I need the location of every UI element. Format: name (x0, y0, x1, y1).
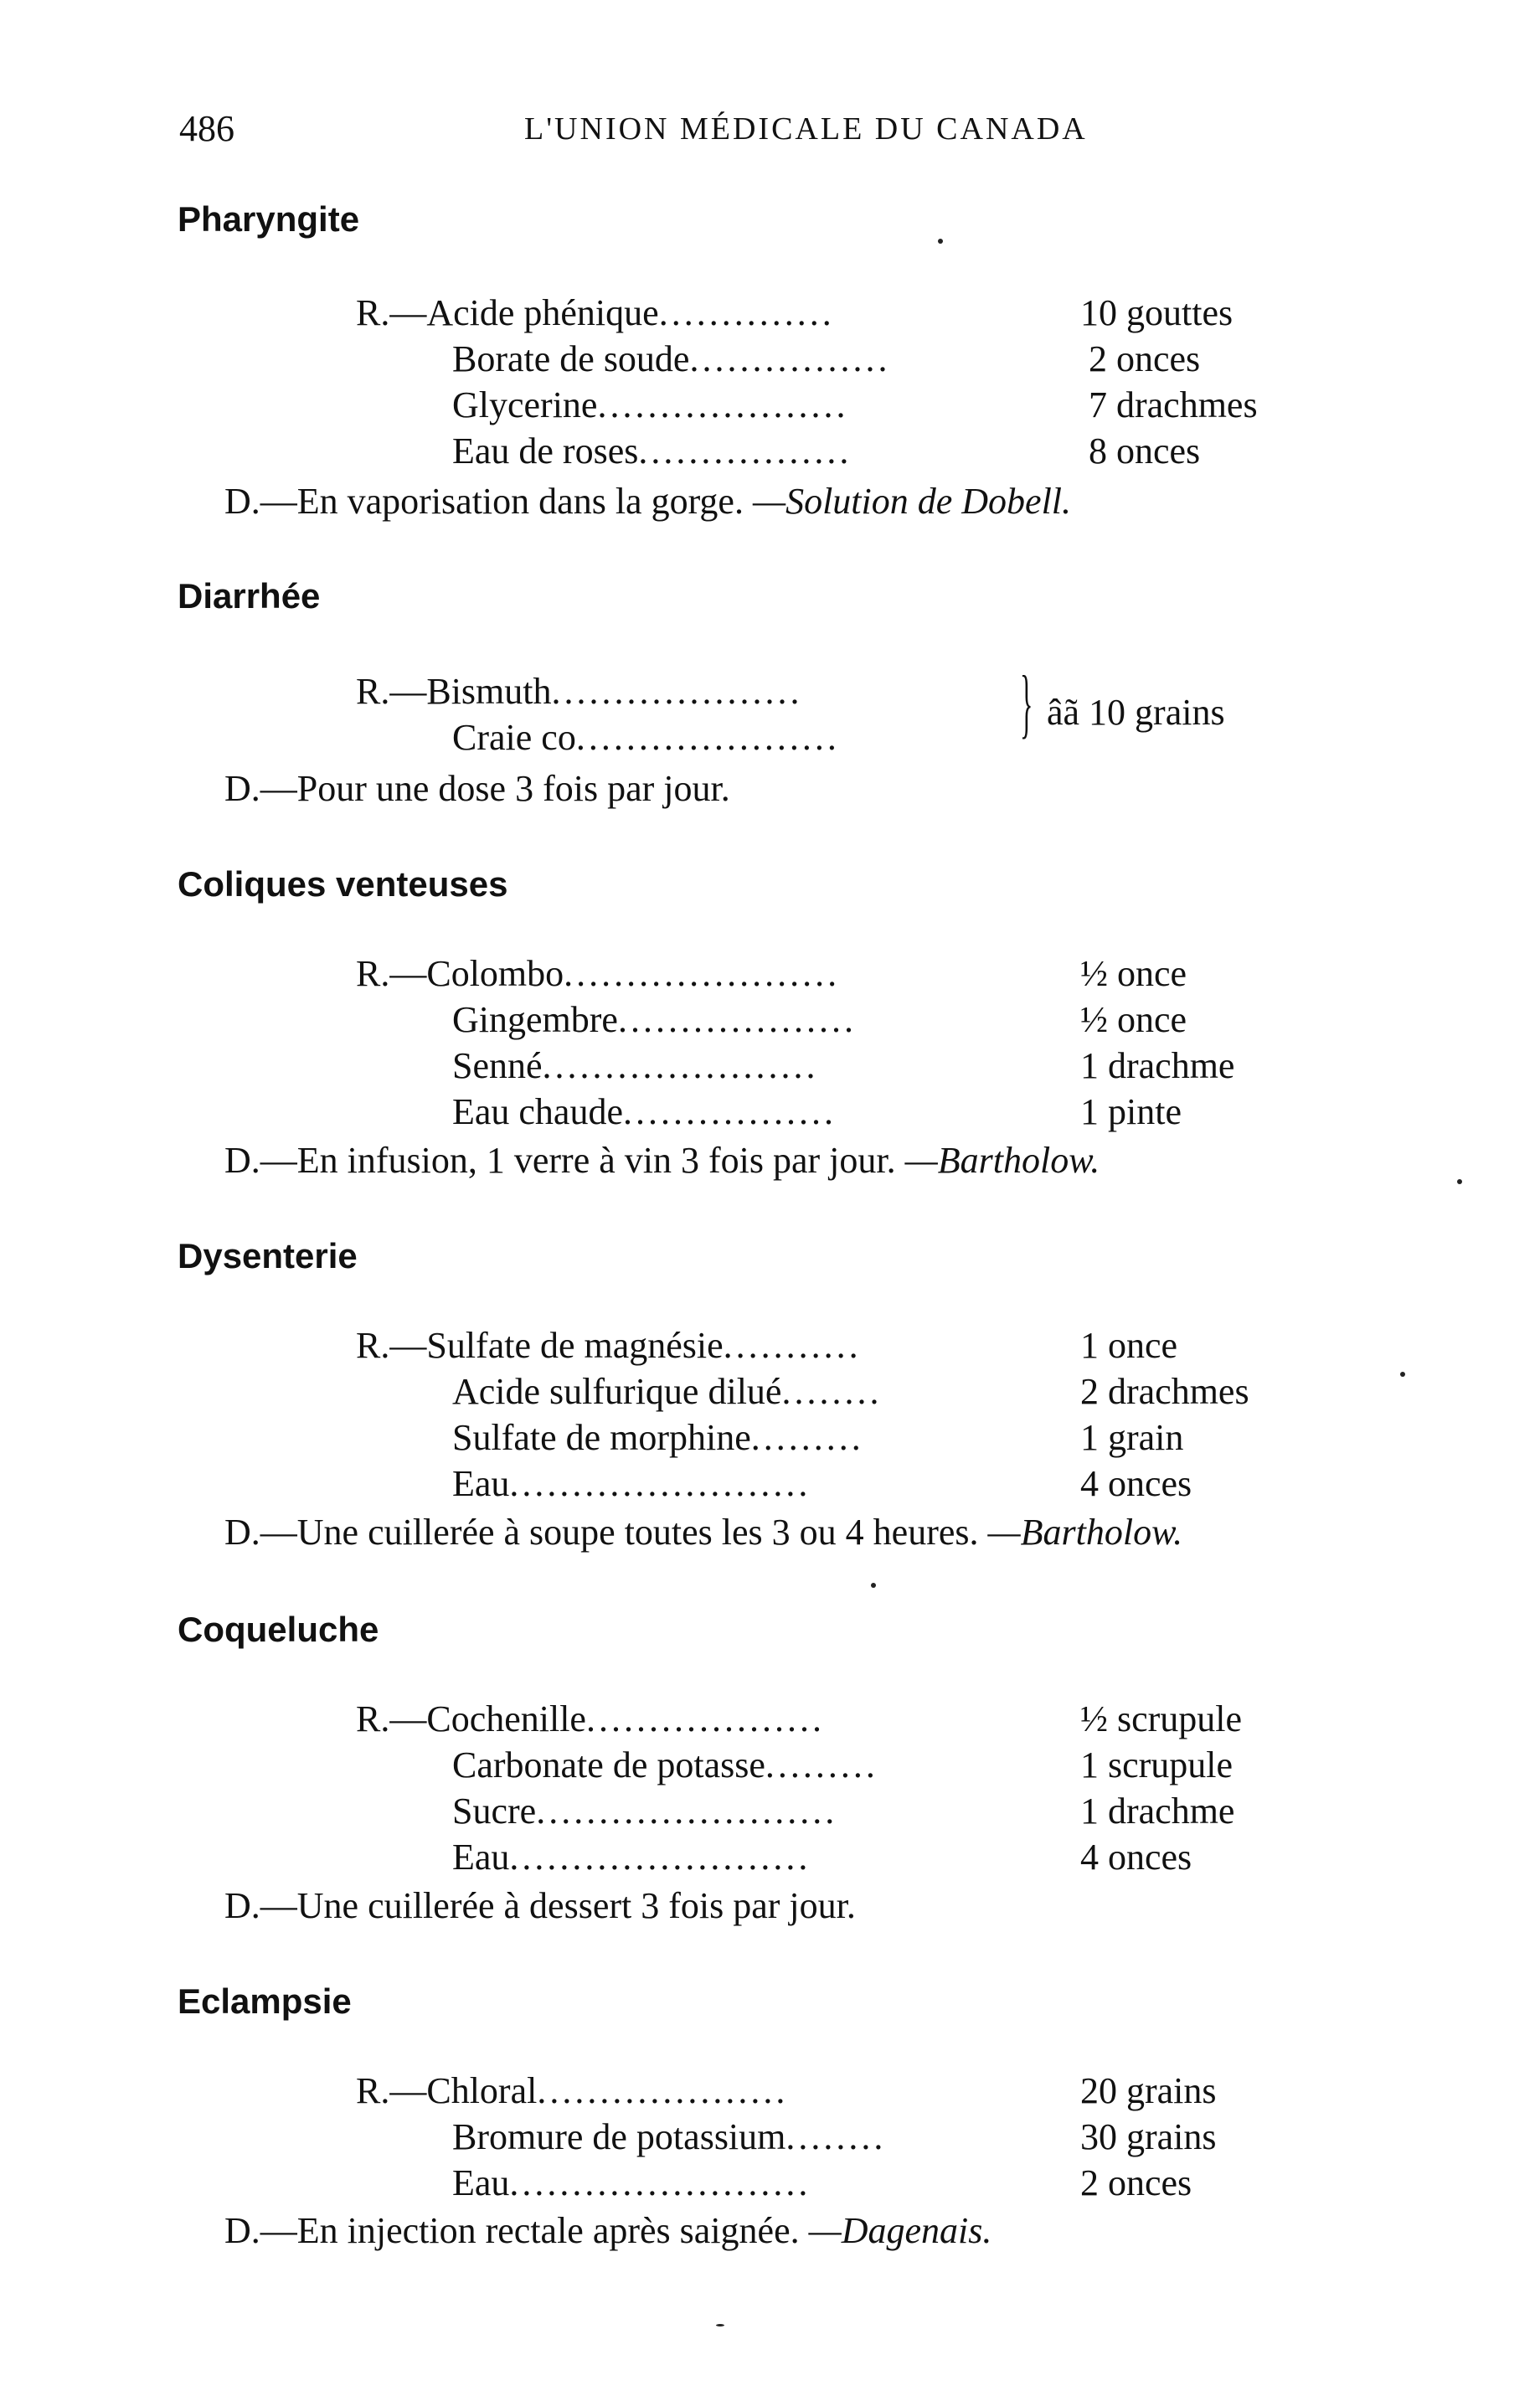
ingredient: Eau (452, 1463, 510, 1504)
quantity: 1 grain (1080, 1417, 1184, 1458)
leader-dots: ........................ (509, 1837, 811, 1878)
leader-dots: .............. (658, 292, 835, 333)
quantity: ½ once (1080, 999, 1187, 1040)
ingredient: Eau de roses (452, 430, 639, 471)
prescription-line (356, 2069, 788, 2112)
author-credit: —Solution de Dobell. (752, 481, 1072, 522)
quantity: 8 onces (1089, 430, 1201, 471)
quantity: 30 grains (1080, 2116, 1217, 2157)
direction-text: D.—En injection rectale après saignée. (224, 2210, 800, 2251)
leader-dots: .................... (597, 384, 849, 425)
prescription-line (356, 952, 840, 995)
direction-text: D.—En infusion, 1 verre à vin 3 fois par jour. (224, 1140, 896, 1181)
ingredient: R.—Colombo (356, 953, 564, 994)
leader-dots: ................. (638, 430, 852, 471)
ingredient: Craie co (452, 717, 576, 758)
page-number: 486 (179, 108, 234, 149)
prescription-line (452, 2162, 811, 2204)
quantity: 20 grains (1080, 2070, 1217, 2111)
leader-dots: ......... (765, 1744, 878, 1785)
print-speck (1457, 1179, 1462, 1184)
leader-dots: ........ (781, 1371, 883, 1412)
ingredient: Gingembre (452, 999, 618, 1040)
section-title: Diarrhée (178, 576, 321, 616)
leader-dots: ................. (623, 1091, 837, 1132)
leader-dots: ...................... (564, 953, 841, 994)
section-title: Eclampsie (178, 1981, 352, 2021)
print-speck (1400, 1372, 1405, 1377)
running-header (179, 107, 1268, 157)
prescription-line (452, 430, 852, 472)
ingredient: Acide sulfurique dilué (452, 1371, 782, 1412)
ingredient: R.—Chloral (356, 2070, 538, 2111)
print-speck (716, 2324, 724, 2326)
prescription-line (452, 716, 840, 759)
section-title: Dysenterie (178, 1236, 358, 1275)
prescription-line (452, 1416, 864, 1459)
ingredient: Sulfate de morphine (452, 1417, 751, 1458)
leader-dots: ........ (785, 2116, 887, 2157)
quantity: 2 onces (1080, 2162, 1192, 2203)
direction-line (224, 1511, 1182, 1554)
ingredient: Carbonate de potasse (452, 1744, 765, 1785)
prescription-line (356, 670, 803, 713)
print-speck (871, 1583, 876, 1588)
quantity: 1 pinte (1080, 1091, 1182, 1132)
prescription-line (452, 1090, 837, 1133)
grouping-brace: } (1020, 660, 1033, 745)
prescription-line (452, 1370, 882, 1413)
ingredient: R.—Acide phénique (356, 292, 659, 333)
leader-dots: .................... (537, 2070, 789, 2111)
prescription-line (452, 998, 857, 1041)
quantity: 1 scrupule (1080, 1744, 1234, 1785)
leader-dots: ...................... (542, 1045, 819, 1086)
prescription-line (452, 1462, 811, 1505)
direction-line (224, 480, 1071, 523)
prescription-line (452, 384, 848, 426)
section-title: Coqueluche (178, 1610, 379, 1649)
quantity: ½ scrupule (1080, 1698, 1243, 1739)
ingredient: Eau (452, 1837, 510, 1878)
ingredient: Borate de soude (452, 338, 690, 379)
leader-dots: .................... (551, 671, 803, 712)
ingredient: R.—Bismuth (356, 671, 552, 712)
leader-dots: ........................ (509, 1463, 811, 1504)
ingredient: Bromure de potassium (452, 2116, 786, 2157)
section-title: Coliques venteuses (178, 864, 508, 904)
quantity: 7 drachmes (1089, 384, 1258, 425)
prescription-line (452, 1836, 811, 1878)
quantity: 4 onces (1080, 1463, 1192, 1504)
quantity: 1 drachme (1080, 1045, 1235, 1086)
leader-dots: ........................ (536, 1791, 838, 1832)
direction-text: D.—Une cuillerée à soupe toutes les 3 ou 4 heures. (224, 1512, 979, 1553)
ingredient: Eau chaude (452, 1091, 623, 1132)
quantity: 10 gouttes (1080, 292, 1234, 333)
prescription-line (356, 1324, 862, 1367)
direction-text: D.—Pour une dose 3 fois par jour. (224, 768, 730, 809)
direction-text: D.—Une cuillerée à dessert 3 fois par jour. (224, 1885, 856, 1926)
ingredient: R.—Sulfate de magnésie (356, 1325, 724, 1366)
leader-dots: ................... (617, 999, 857, 1040)
ingredient: R.—Cochenille (356, 1698, 586, 1739)
leader-dots: ........................ (509, 2162, 811, 2203)
leader-dots: ......... (750, 1417, 864, 1458)
ingredient: Senné (452, 1045, 543, 1086)
prescription-line (452, 1744, 878, 1786)
author-credit: —Bartholow. (904, 1140, 1100, 1181)
quantity: 1 once (1080, 1325, 1178, 1366)
section-title: Pharyngite (178, 199, 360, 239)
quantity: 1 drachme (1080, 1791, 1235, 1832)
direction-line (224, 2209, 991, 2252)
combined-quantity: âã 10 grains (1047, 692, 1225, 733)
quantity: 2 drachmes (1080, 1371, 1249, 1412)
prescription-line (452, 2115, 886, 2158)
quantity: ½ once (1080, 953, 1187, 994)
prescription-line (356, 1698, 825, 1740)
author-credit: —Dagenais. (808, 2210, 992, 2251)
prescription-line (452, 1790, 837, 1832)
prescription-line (452, 1044, 819, 1087)
ingredient: Eau (452, 2162, 510, 2203)
direction-line (224, 1884, 856, 1927)
direction-text: D.—En vaporisation dans la gorge. (224, 481, 744, 522)
direction-line (224, 767, 730, 810)
prescription-line (356, 291, 835, 334)
direction-line (224, 1139, 1100, 1182)
ingredient: Glycerine (452, 384, 598, 425)
leader-dots: ................ (689, 338, 891, 379)
journal-title: L'UNION MÉDICALE DU CANADA (524, 111, 1088, 147)
author-credit: —Bartholow. (987, 1512, 1183, 1553)
print-speck (938, 239, 943, 244)
quantity: 2 onces (1089, 338, 1201, 379)
quantity: 4 onces (1080, 1837, 1192, 1878)
prescription-line (452, 338, 890, 380)
leader-dots: ........... (723, 1325, 862, 1366)
leader-dots: ................... (585, 1698, 825, 1739)
leader-dots: ..................... (575, 717, 840, 758)
ingredient: Sucre (452, 1791, 537, 1832)
